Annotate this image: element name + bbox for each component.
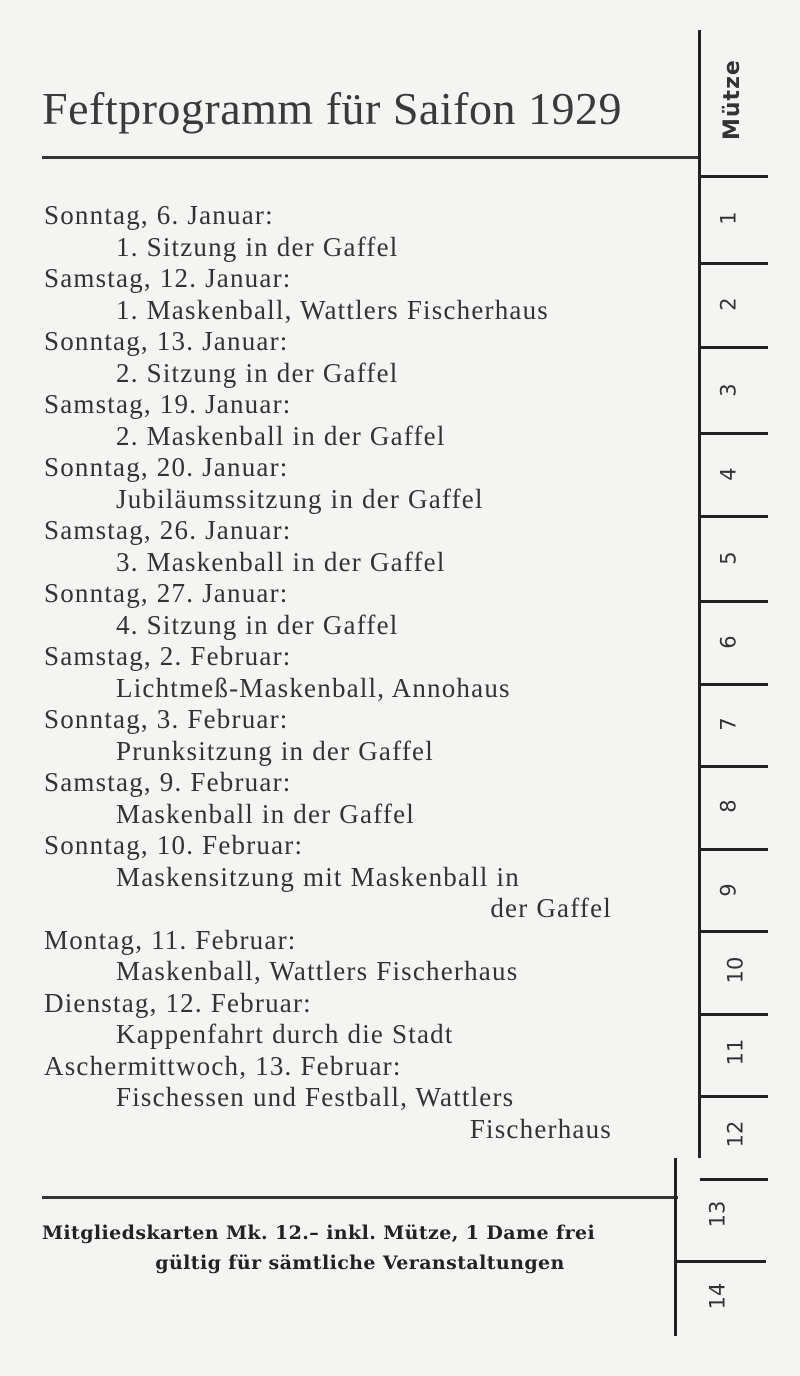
ruler-tick bbox=[700, 765, 768, 768]
event-entry bbox=[44, 326, 684, 389]
event-list bbox=[44, 200, 684, 1145]
ruler-tick bbox=[700, 432, 768, 435]
event-date: Samstag, 26. Januar: bbox=[44, 515, 292, 545]
ruler-number: 3 bbox=[716, 383, 741, 397]
event-description: Lichtmeß-Maskenball, Annohaus bbox=[116, 672, 511, 703]
ruler-number: 2 bbox=[716, 297, 741, 311]
event-description: der Gaffel bbox=[490, 893, 612, 923]
event-description: Fischerhaus bbox=[469, 1113, 612, 1144]
event-description: Maskenball, Wattlers Fischerhaus bbox=[116, 956, 519, 986]
event-description: 3. Maskenball in der Gaffel bbox=[116, 546, 446, 577]
event-description: 2. Sitzung in der Gaffel bbox=[116, 357, 399, 388]
page-title: Feftprogramm für Saifon 1929 bbox=[42, 83, 622, 134]
event-date: Samstag, 12. Januar: bbox=[44, 263, 292, 293]
title-divider bbox=[42, 156, 700, 159]
ruler-number: 12 bbox=[723, 1120, 748, 1148]
footer-divider bbox=[42, 1196, 678, 1199]
ruler-tick bbox=[700, 515, 768, 518]
ruler-number: 11 bbox=[723, 1038, 748, 1066]
ruler-tick bbox=[700, 930, 768, 933]
event-entry bbox=[44, 515, 684, 578]
event-entry bbox=[44, 389, 684, 452]
ruler-tick bbox=[700, 1178, 768, 1181]
ruler-tick bbox=[700, 346, 768, 349]
ruler-label: Mütze bbox=[720, 59, 745, 140]
ruler-number: 8 bbox=[716, 799, 741, 813]
ruler-number: 14 bbox=[705, 1282, 730, 1310]
event-description: 1. Sitzung in der Gaffel bbox=[116, 231, 399, 262]
ruler-tick bbox=[700, 175, 768, 178]
ruler-tick bbox=[700, 262, 768, 265]
event-date: Montag, 11. Februar: bbox=[44, 924, 297, 955]
event-entry bbox=[44, 767, 684, 830]
event-description: 1. Maskenball, Wattlers Fischerhaus bbox=[116, 294, 549, 325]
event-date: Aschermittwoch, 13. Februar: bbox=[44, 1050, 402, 1081]
event-entry bbox=[44, 263, 684, 326]
ruler-number: 9 bbox=[716, 883, 741, 897]
event-entry bbox=[44, 925, 684, 988]
event-date: Samstag, 19. Januar: bbox=[44, 389, 292, 419]
ruler-tick bbox=[700, 1013, 768, 1016]
event-entry bbox=[44, 641, 684, 704]
event-description: 2. Maskenball in der Gaffel bbox=[116, 420, 446, 451]
event-entry bbox=[44, 452, 684, 515]
ruler-number: 5 bbox=[716, 551, 741, 565]
ruler-number: 4 bbox=[716, 467, 741, 481]
ruler-number: 13 bbox=[705, 1200, 730, 1228]
footer-note bbox=[42, 1218, 678, 1278]
event-description: Maskensitzung mit Maskenball in bbox=[116, 861, 520, 892]
ruler-tick bbox=[700, 600, 768, 603]
event-date: Dienstag, 12. Februar: bbox=[44, 987, 312, 1018]
ruler-tick bbox=[700, 683, 768, 686]
event-description: Jubiläumssitzung in der Gaffel bbox=[116, 483, 484, 514]
event-date: Samstag, 2. Februar: bbox=[44, 641, 292, 671]
event-entry bbox=[44, 988, 684, 1051]
validity-line: gültig für sämtliche Veranstaltungen bbox=[155, 1252, 565, 1274]
event-date: Sonntag, 13. Januar: bbox=[44, 326, 289, 356]
event-description: Maskenball in der Gaffel bbox=[116, 798, 415, 829]
event-description: Fischessen und Festball, Wattlers bbox=[116, 1082, 515, 1112]
event-date: Sonntag, 27. Januar: bbox=[44, 578, 289, 608]
event-entry bbox=[44, 578, 684, 641]
ruler-tick bbox=[700, 1095, 768, 1098]
event-date: Samstag, 9. Februar: bbox=[44, 767, 292, 797]
event-entry bbox=[44, 704, 684, 767]
ruler-number: 7 bbox=[716, 717, 741, 731]
ruler-edge-upper bbox=[698, 30, 701, 1158]
event-date: Sonntag, 6. Januar: bbox=[44, 200, 274, 230]
event-description: Prunksitzung in der Gaffel bbox=[116, 735, 434, 766]
ruler-number: 10 bbox=[723, 956, 748, 984]
membership-price-line: Mitgliedskarten Mk. 12.– inkl. Mütze, 1 Dame frei bbox=[42, 1222, 596, 1244]
event-date: Sonntag, 3. Februar: bbox=[44, 704, 289, 734]
ruler-edge-lower bbox=[674, 1158, 677, 1336]
event-description: 4. Sitzung in der Gaffel bbox=[116, 609, 399, 640]
event-description: Kappenfahrt durch die Stadt bbox=[116, 1019, 454, 1049]
ruler-tick bbox=[700, 848, 768, 851]
event-entry bbox=[44, 1051, 684, 1146]
event-entry bbox=[44, 830, 684, 925]
event-entry bbox=[44, 200, 684, 263]
ruler-number: 6 bbox=[716, 635, 741, 649]
ruler-number: 1 bbox=[716, 211, 741, 225]
event-date: Sonntag, 10. Februar: bbox=[44, 830, 304, 860]
event-date: Sonntag, 20. Januar: bbox=[44, 452, 289, 482]
ruler-tick bbox=[676, 1260, 766, 1263]
